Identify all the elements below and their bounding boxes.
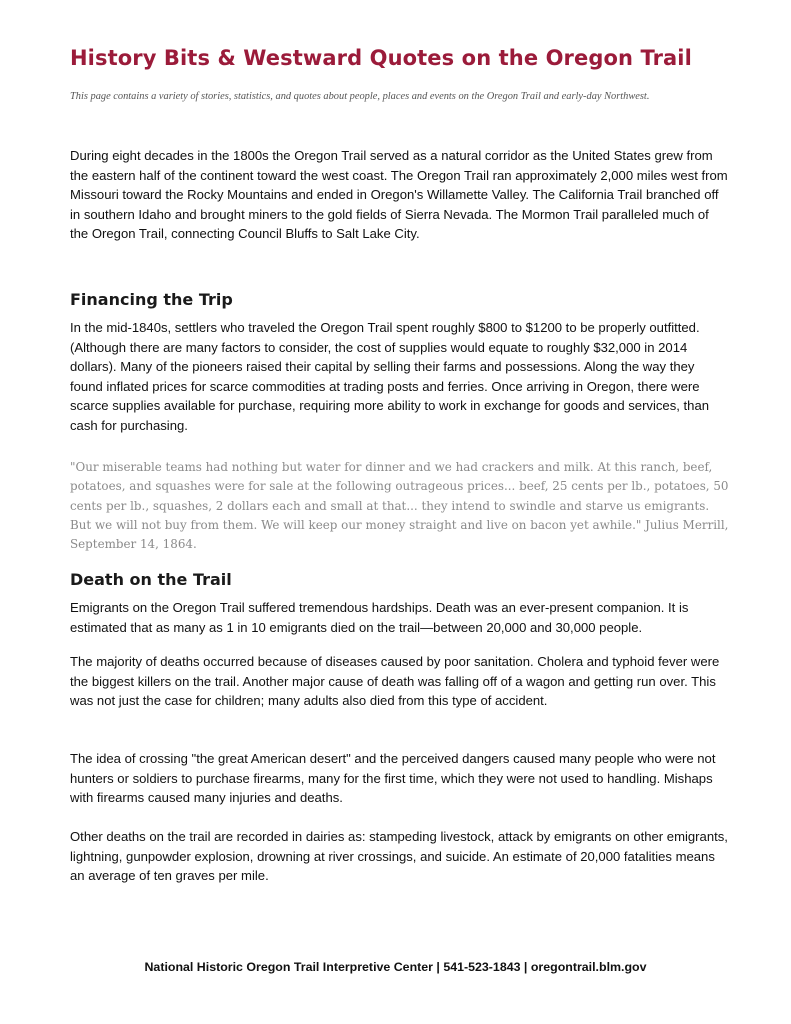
section-heading-financing: Financing the Trip — [70, 290, 233, 309]
financing-quote: "Our miserable teams had nothing but water for dinner and we had crackers and milk. At this ranch, beef, potatoes, and squashes were for sale at the following outrageous prices... beef, 25 cents per lb., potatoes, 50 cents per lb., squashes, 2 dollars each and small at that... they intend to swindle and starve us emigrants. But we will not buy from them. We will keep our money straight and live on bacon yet awhile." Julius Merrill, September 14, 1864. — [70, 460, 729, 552]
death-paragraph-1: Emigrants on the Oregon Trail suffered tremendous hardships. Death was an ever-present companion. It is estimated that as many as 1 in 10 emigrants died on the trail—between 20,000 and 30,000 people. — [70, 600, 689, 635]
death-paragraph-2: The majority of deaths occurred because of diseases caused by poor sanitation. Cholera and typhoid fever were the biggest killers on the trail. Another major cause of death was falling off of a wagon and getting run over. This was not just the case for children; many adults also died from this type of accident. — [70, 654, 720, 708]
financing-paragraph: In the mid-1840s, settlers who traveled the Oregon Trail spent roughly $800 to $1200 to be properly outfitted. (Although there are many factors to consider, the cost of supplies would equate to roughly $32,000 in 2014 dollars). Many of the pioneers raised their capital by selling their farms and possessions. Along the way they found inflated prices for scarce commodities at trading posts and ferries. Once arriving in Oregon, there were scarce supplies available for purchase, requiring more ability to work in exchange for goods and services, than cash for purchasing. — [70, 320, 710, 433]
intro-paragraph: During eight decades in the 1800s the Oregon Trail served as a natural corridor as the United States grew from the eastern half of the continent toward the west coast. The Oregon Trail ran approximately 2,000 miles west from Missouri toward the Rocky Mountains and ended in Oregon's Willamette Valley. The California Trail branched off in southern Idaho and brought miners to the gold fields of Sierra Nevada. The Mormon Trail paralleled much of the Oregon Trail, connecting Council Bluffs to Salt Lake City. — [70, 148, 728, 241]
death-paragraph-3: The idea of crossing "the great American desert" and the perceived dangers caused many people who were not hunters or soldiers to purchase firearms, many for the first time, which they were not used to handling. Mishaps with firearms caused many injuries and deaths. — [70, 751, 716, 805]
section-heading-death: Death on the Trail — [70, 570, 232, 589]
page-subtitle: This page contains a variety of stories, statistics, and quotes about people, places and events on the Oregon Trail and early-day Northwest. — [70, 91, 650, 102]
page-title: History Bits & Westward Quotes on the Oregon Trail — [70, 46, 692, 70]
page-footer: National Historic Oregon Trail Interpretive Center | 541-523-1843 | oregontrail.blm.gov — [144, 960, 647, 974]
death-paragraph-4: Other deaths on the trail are recorded in dairies as: stampeding livestock, attack by emigrants on other emigrants, lightning, gunpowder explosion, drowning at river crossings, and suicide. An estimate of 20,000 fatalities means an average of ten graves per mile. — [70, 829, 728, 883]
